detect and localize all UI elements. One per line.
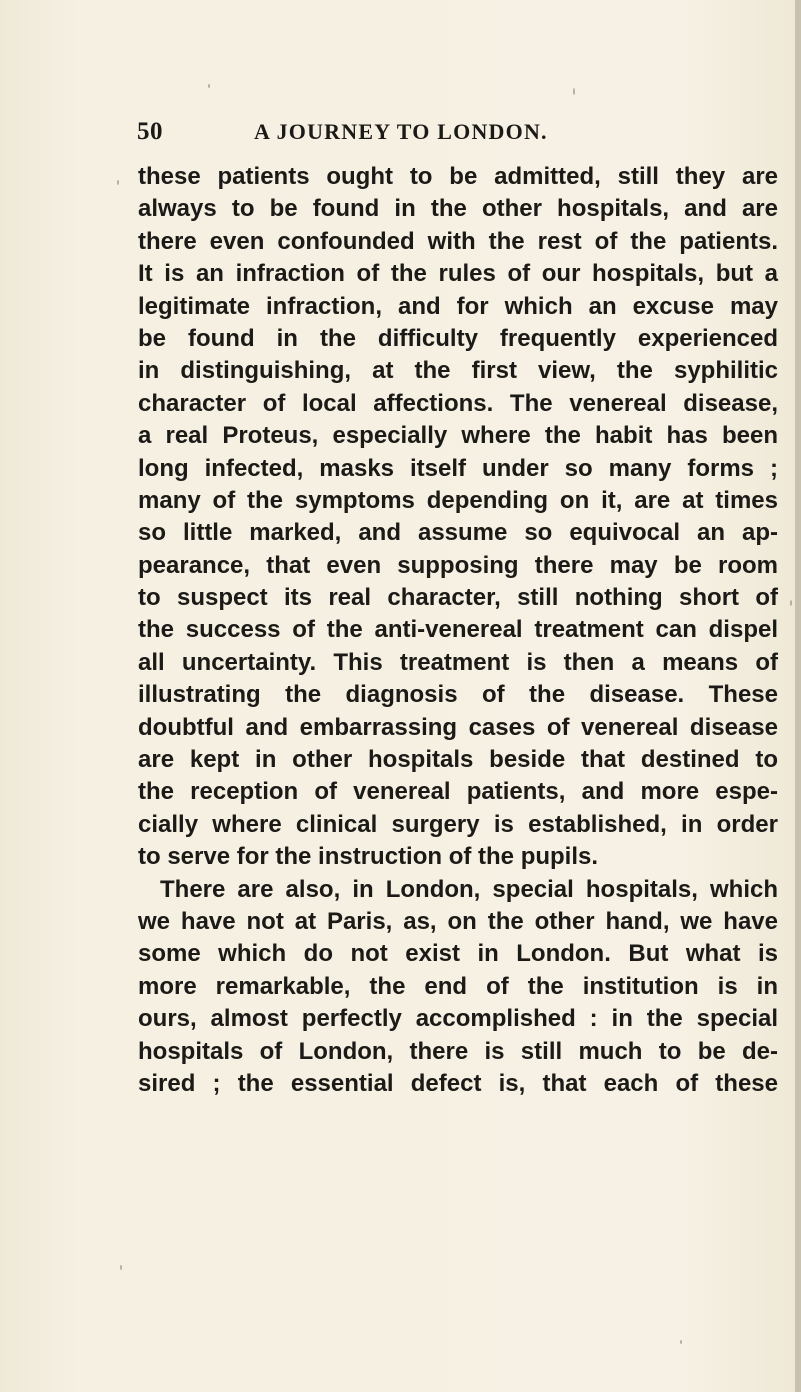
page-header — [137, 118, 777, 148]
text-line: legitimate infraction, and for which an excuse may — [138, 292, 778, 320]
text-line: more remarkable, the end of the institution is in — [138, 972, 778, 1000]
text-line: cially where clinical surgery is established, in order — [138, 810, 778, 838]
text-line: character of local affections. The venereal disease, — [138, 389, 778, 417]
text-line: many of the symptoms depending on it, are at times — [138, 486, 778, 514]
paper-speck — [573, 88, 575, 95]
text-line: a real Proteus, especially where the habit has been — [138, 422, 778, 450]
paper-speck — [117, 180, 119, 185]
body-text — [138, 161, 778, 1100]
paper-speck — [680, 1340, 682, 1344]
text-line: ours, almost perfectly accomplished : in the special — [138, 1005, 778, 1033]
page-number: 50 — [137, 118, 163, 145]
text-line: the reception of venereal patients, and more espe- — [138, 778, 778, 806]
text-line: to suspect its real character, still nothing short of — [138, 584, 778, 612]
text-line: we have not at Paris, as, on the other hand, we have — [138, 907, 778, 935]
paper-edge-shadow — [795, 0, 801, 1392]
paper-speck — [790, 600, 792, 606]
paper-speck — [208, 84, 210, 88]
text-line: always to be found in the other hospitals, and are — [138, 195, 778, 223]
text-line: in distinguishing, at the first view, the syphilitic — [138, 357, 778, 385]
text-line: sired ; the essential defect is, that each of these — [138, 1069, 778, 1097]
text-line: the success of the anti-venereal treatment can dispel — [138, 616, 778, 644]
paragraph-first-line: There are also, in London, special hospitals, which — [160, 875, 778, 903]
paper-speck — [120, 1265, 122, 1270]
text-line: so little marked, and assume so equivocal an ap- — [138, 519, 778, 547]
text-line: all uncertainty. This treatment is then a means of — [138, 648, 778, 676]
running-head: A JOURNEY TO LONDON. — [254, 119, 548, 144]
text-line: illustrating the diagnosis of the disease. These — [138, 681, 778, 709]
text-line: doubtful and embarrassing cases of venereal disease — [138, 713, 778, 741]
text-line: to serve for the instruction of the pupils. — [138, 843, 599, 871]
text-line: long infected, masks itself under so many forms ; — [138, 454, 778, 482]
text-line: there even confounded with the rest of the patients. — [138, 227, 778, 255]
text-line: some which do not exist in London. But what is — [138, 940, 778, 968]
text-line: It is an infraction of the rules of our hospitals, but a — [138, 260, 778, 288]
text-line: these patients ought to be admitted, still they are — [138, 163, 778, 190]
text-line: are kept in other hospitals beside that destined to — [138, 746, 778, 774]
text-line: pearance, that even supposing there may be room — [138, 551, 778, 579]
text-line: hospitals of London, there is still much to be de- — [138, 1037, 778, 1065]
text-line: be found in the difficulty frequently experienced — [138, 324, 778, 352]
